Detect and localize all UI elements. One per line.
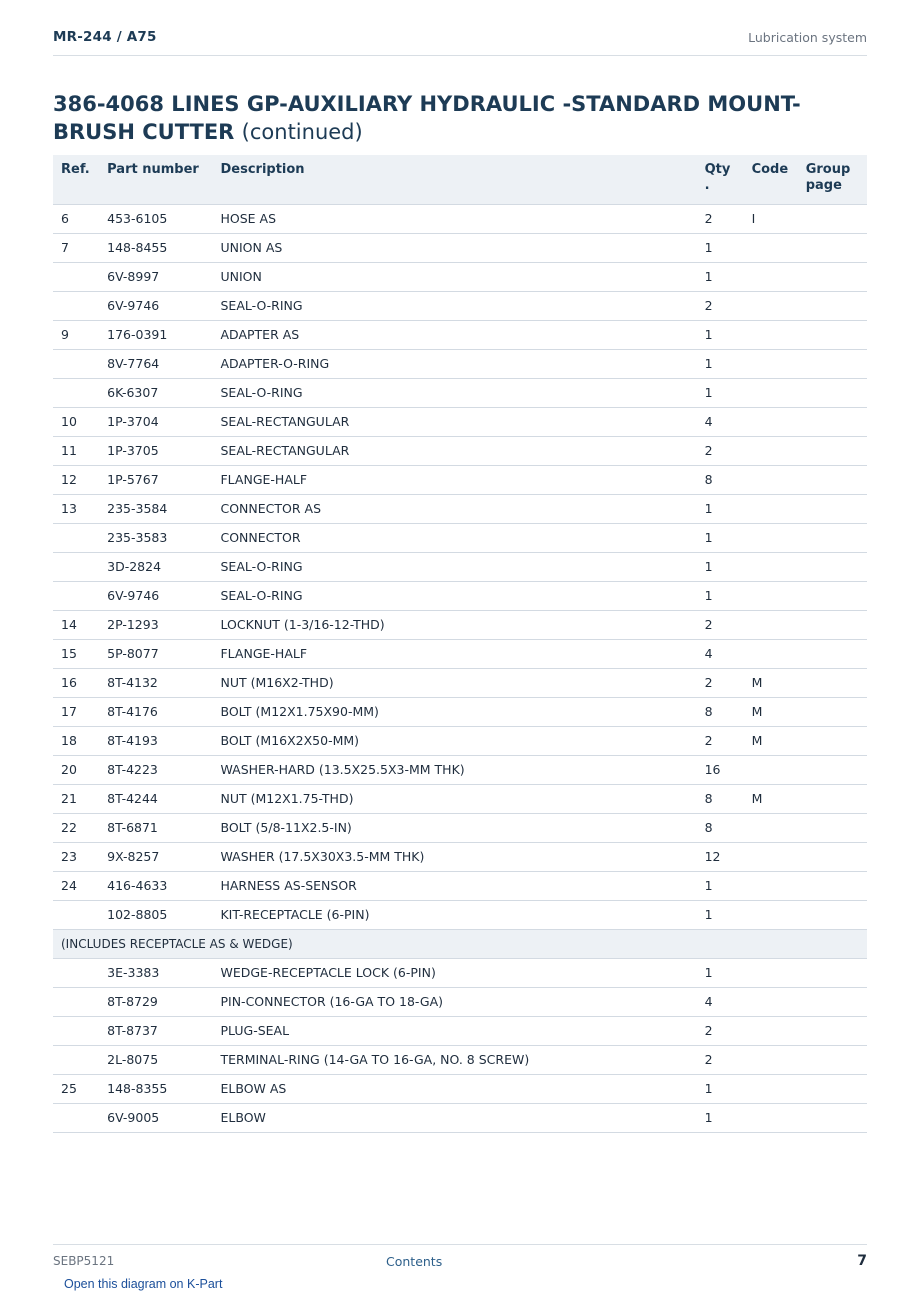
cell-code <box>752 987 806 1016</box>
cell-part-number: 6V-8997 <box>107 262 220 291</box>
cell-description: BOLT (M12X1.75X90-MM) <box>220 697 704 726</box>
cell-code <box>752 436 806 465</box>
header-part-number: Part number <box>107 155 220 204</box>
cell-qty: 2 <box>705 610 752 639</box>
cell-qty: 1 <box>705 349 752 378</box>
cell-qty: 1 <box>705 378 752 407</box>
cell-ref <box>53 349 107 378</box>
table-row <box>53 262 867 291</box>
cell-part-number: 8T-4176 <box>107 697 220 726</box>
cell-part-number: 1P-3705 <box>107 436 220 465</box>
cell-qty: 1 <box>705 523 752 552</box>
table-row <box>53 987 867 1016</box>
cell-code <box>752 233 806 262</box>
cell-description: SEAL-O-RING <box>220 581 704 610</box>
cell-group-page <box>806 784 867 813</box>
cell-description: HARNESS AS-SENSOR <box>220 871 704 900</box>
cell-description: SEAL-O-RING <box>220 291 704 320</box>
cell-group-page <box>806 1074 867 1103</box>
table-row <box>53 291 867 320</box>
table-row <box>53 581 867 610</box>
cell-part-number: 148-8355 <box>107 1074 220 1103</box>
cell-qty: 16 <box>705 755 752 784</box>
cell-group-page <box>806 726 867 755</box>
cell-description: BOLT (M16X2X50-MM) <box>220 726 704 755</box>
cell-code <box>752 900 806 929</box>
cell-description: WEDGE-RECEPTACLE LOCK (6-PIN) <box>220 958 704 987</box>
cell-description: CONNECTOR AS <box>220 494 704 523</box>
cell-description: ELBOW AS <box>220 1074 704 1103</box>
doc-id: SEBP5121 <box>53 1254 115 1268</box>
cell-description: HOSE AS <box>220 204 704 233</box>
cell-group-page <box>806 1016 867 1045</box>
cell-description: KIT-RECEPTACLE (6-PIN) <box>220 900 704 929</box>
cell-group-page <box>806 639 867 668</box>
table-row <box>53 320 867 349</box>
cell-description: FLANGE-HALF <box>220 639 704 668</box>
cell-code: M <box>752 668 806 697</box>
cell-ref: 18 <box>53 726 107 755</box>
cell-qty: 1 <box>705 1074 752 1103</box>
cell-qty: 4 <box>705 639 752 668</box>
cell-group-page <box>806 871 867 900</box>
parts-table <box>53 155 867 1133</box>
cell-ref: 11 <box>53 436 107 465</box>
cell-ref <box>53 1016 107 1045</box>
cell-group-page <box>806 1045 867 1074</box>
cell-qty: 2 <box>705 436 752 465</box>
table-row <box>53 465 867 494</box>
cell-ref <box>53 378 107 407</box>
cell-group-page <box>806 378 867 407</box>
cell-code: M <box>752 697 806 726</box>
cell-group-page <box>806 436 867 465</box>
cell-part-number: 148-8455 <box>107 233 220 262</box>
cell-code <box>752 1103 806 1132</box>
cell-ref: 12 <box>53 465 107 494</box>
cell-part-number: 6V-9746 <box>107 581 220 610</box>
cell-part-number: 8T-4244 <box>107 784 220 813</box>
cell-code <box>752 552 806 581</box>
cell-ref: 14 <box>53 610 107 639</box>
cell-code <box>752 494 806 523</box>
cell-code <box>752 407 806 436</box>
cell-code <box>752 262 806 291</box>
header-code: Code <box>752 155 806 204</box>
table-row <box>53 204 867 233</box>
cell-part-number: 5P-8077 <box>107 639 220 668</box>
cell-ref: 21 <box>53 784 107 813</box>
table-row <box>53 349 867 378</box>
title-main: 386-4068 LINES GP-AUXILIARY HYDRAULIC -STANDARD MOUNT-BRUSH CUTTER <box>53 92 801 144</box>
cell-description: FLANGE-HALF <box>220 465 704 494</box>
cell-group-page <box>806 668 867 697</box>
header-group-page: Group page <box>806 155 867 204</box>
cell-ref: 9 <box>53 320 107 349</box>
cell-code <box>752 523 806 552</box>
table-row <box>53 958 867 987</box>
cell-qty: 2 <box>705 726 752 755</box>
cell-part-number: 102-8805 <box>107 900 220 929</box>
table-header-row <box>53 155 867 204</box>
cell-qty: 1 <box>705 233 752 262</box>
cell-group-page <box>806 262 867 291</box>
cell-qty: 8 <box>705 697 752 726</box>
cell-qty: 4 <box>705 987 752 1016</box>
cell-group-page <box>806 900 867 929</box>
cell-ref <box>53 523 107 552</box>
cell-code <box>752 610 806 639</box>
cell-group-page <box>806 465 867 494</box>
cell-group-page <box>806 233 867 262</box>
cell-group-page <box>806 204 867 233</box>
cell-ref <box>53 552 107 581</box>
table-row <box>53 900 867 929</box>
cell-part-number: 8T-6871 <box>107 813 220 842</box>
parts-table-body <box>53 204 867 1132</box>
cell-qty: 1 <box>705 552 752 581</box>
cell-ref <box>53 291 107 320</box>
cell-qty: 1 <box>705 320 752 349</box>
cell-part-number: 6K-6307 <box>107 378 220 407</box>
header-qty: Qty . <box>705 155 752 204</box>
cell-qty: 2 <box>705 204 752 233</box>
table-row <box>53 436 867 465</box>
cell-qty: 8 <box>705 813 752 842</box>
table-row <box>53 842 867 871</box>
table-row <box>53 523 867 552</box>
cell-description: PLUG-SEAL <box>220 1016 704 1045</box>
cell-code <box>752 378 806 407</box>
cell-ref <box>53 987 107 1016</box>
cell-group-page <box>806 755 867 784</box>
cell-ref: 17 <box>53 697 107 726</box>
cell-group-page <box>806 494 867 523</box>
cell-part-number: 3D-2824 <box>107 552 220 581</box>
cell-qty: 1 <box>705 1103 752 1132</box>
cell-part-number: 453-6105 <box>107 204 220 233</box>
cell-group-page <box>806 987 867 1016</box>
cell-description: SEAL-O-RING <box>220 378 704 407</box>
cell-group-page <box>806 813 867 842</box>
cell-description: ADAPTER AS <box>220 320 704 349</box>
cell-qty: 8 <box>705 465 752 494</box>
cell-qty: 1 <box>705 900 752 929</box>
cell-description: WASHER-HARD (13.5X25.5X3-MM THK) <box>220 755 704 784</box>
table-row <box>53 668 867 697</box>
cell-ref: 24 <box>53 871 107 900</box>
cell-ref: 23 <box>53 842 107 871</box>
cell-ref <box>53 262 107 291</box>
cell-group-page <box>806 523 867 552</box>
table-row <box>53 1103 867 1132</box>
page-number: 7 <box>857 1253 867 1269</box>
title-suffix: (continued) <box>241 120 363 144</box>
table-row <box>53 871 867 900</box>
cell-description: PIN-CONNECTOR (16-GA TO 18-GA) <box>220 987 704 1016</box>
table-row <box>53 552 867 581</box>
cell-ref: 25 <box>53 1074 107 1103</box>
cell-code <box>752 320 806 349</box>
cell-code <box>752 639 806 668</box>
cell-qty: 1 <box>705 581 752 610</box>
cell-part-number: 1P-3704 <box>107 407 220 436</box>
cell-description: BOLT (5/8-11X2.5-IN) <box>220 813 704 842</box>
cell-group-page <box>806 320 867 349</box>
cell-code <box>752 1045 806 1074</box>
model-label: MR-244 / A75 <box>53 29 157 45</box>
cell-code: I <box>752 204 806 233</box>
cell-code <box>752 755 806 784</box>
cell-code <box>752 291 806 320</box>
cell-code <box>752 1016 806 1045</box>
cell-group-page <box>806 407 867 436</box>
table-row <box>53 1074 867 1103</box>
cell-group-page <box>806 581 867 610</box>
cell-qty: 1 <box>705 871 752 900</box>
cell-ref: 7 <box>53 233 107 262</box>
cell-ref <box>53 581 107 610</box>
cell-group-page <box>806 842 867 871</box>
cell-code <box>752 813 806 842</box>
contents-link[interactable]: Contents <box>386 1254 443 1269</box>
cell-qty: 1 <box>705 494 752 523</box>
cell-ref: 6 <box>53 204 107 233</box>
cell-description: NUT (M12X1.75-THD) <box>220 784 704 813</box>
cell-part-number: 2P-1293 <box>107 610 220 639</box>
page-footer <box>53 1244 867 1301</box>
cell-ref: 10 <box>53 407 107 436</box>
cell-ref <box>53 1045 107 1074</box>
table-note-row <box>53 929 867 958</box>
table-row <box>53 784 867 813</box>
cell-code: M <box>752 784 806 813</box>
table-row <box>53 639 867 668</box>
cell-part-number: 6V-9005 <box>107 1103 220 1132</box>
cell-description: NUT (M16X2-THD) <box>220 668 704 697</box>
cell-group-page <box>806 610 867 639</box>
cell-code <box>752 871 806 900</box>
cell-part-number: 8T-8729 <box>107 987 220 1016</box>
cell-description: LOCKNUT (1-3/16-12-THD) <box>220 610 704 639</box>
cell-part-number: 2L-8075 <box>107 1045 220 1074</box>
cell-part-number: 8V-7764 <box>107 349 220 378</box>
cell-group-page <box>806 1103 867 1132</box>
cell-ref: 15 <box>53 639 107 668</box>
cell-qty: 1 <box>705 958 752 987</box>
cell-qty: 2 <box>705 291 752 320</box>
cell-code <box>752 465 806 494</box>
table-row <box>53 494 867 523</box>
cell-description: SEAL-RECTANGULAR <box>220 436 704 465</box>
table-row <box>53 813 867 842</box>
cell-code <box>752 842 806 871</box>
cell-group-page <box>806 349 867 378</box>
cell-part-number: 9X-8257 <box>107 842 220 871</box>
cell-part-number: 235-3584 <box>107 494 220 523</box>
cell-code <box>752 958 806 987</box>
cell-group-page <box>806 697 867 726</box>
cell-qty: 2 <box>705 1045 752 1074</box>
page-header <box>53 28 867 56</box>
table-row <box>53 1045 867 1074</box>
header-description: Description <box>220 155 704 204</box>
table-row <box>53 407 867 436</box>
cell-ref <box>53 1103 107 1132</box>
cell-ref: 16 <box>53 668 107 697</box>
table-row <box>53 726 867 755</box>
cell-part-number: 416-4633 <box>107 871 220 900</box>
kpart-link[interactable]: Open this diagram on K-Part <box>64 1277 223 1291</box>
table-row <box>53 1016 867 1045</box>
cell-group-page <box>806 552 867 581</box>
cell-part-number: 176-0391 <box>107 320 220 349</box>
cell-description: SEAL-O-RING <box>220 552 704 581</box>
table-row <box>53 697 867 726</box>
table-row <box>53 610 867 639</box>
cell-description: TERMINAL-RING (14-GA TO 16-GA, NO. 8 SCREW) <box>220 1045 704 1074</box>
cell-description: UNION AS <box>220 233 704 262</box>
cell-code: M <box>752 726 806 755</box>
cell-description: WASHER (17.5X30X3.5-MM THK) <box>220 842 704 871</box>
cell-code <box>752 1074 806 1103</box>
cell-description: ELBOW <box>220 1103 704 1132</box>
cell-ref <box>53 958 107 987</box>
cell-part-number: 1P-5767 <box>107 465 220 494</box>
cell-group-page <box>806 958 867 987</box>
page-title <box>53 90 867 146</box>
cell-code <box>752 349 806 378</box>
section-label: Lubrication system <box>748 30 867 45</box>
cell-qty: 4 <box>705 407 752 436</box>
cell-ref: 22 <box>53 813 107 842</box>
cell-qty: 2 <box>705 1016 752 1045</box>
cell-description: CONNECTOR <box>220 523 704 552</box>
cell-description: UNION <box>220 262 704 291</box>
cell-note: (INCLUDES RECEPTACLE AS & WEDGE) <box>53 929 867 958</box>
cell-group-page <box>806 291 867 320</box>
cell-part-number: 8T-4193 <box>107 726 220 755</box>
cell-part-number: 8T-4223 <box>107 755 220 784</box>
cell-ref: 13 <box>53 494 107 523</box>
cell-qty: 2 <box>705 668 752 697</box>
cell-part-number: 8T-8737 <box>107 1016 220 1045</box>
cell-description: ADAPTER-O-RING <box>220 349 704 378</box>
cell-qty: 8 <box>705 784 752 813</box>
cell-code <box>752 581 806 610</box>
cell-part-number: 235-3583 <box>107 523 220 552</box>
cell-part-number: 8T-4132 <box>107 668 220 697</box>
table-row <box>53 378 867 407</box>
table-row <box>53 233 867 262</box>
cell-qty: 1 <box>705 262 752 291</box>
cell-ref <box>53 900 107 929</box>
cell-ref: 20 <box>53 755 107 784</box>
header-ref: Ref. <box>53 155 107 204</box>
cell-description: SEAL-RECTANGULAR <box>220 407 704 436</box>
cell-part-number: 3E-3383 <box>107 958 220 987</box>
cell-part-number: 6V-9746 <box>107 291 220 320</box>
cell-qty: 12 <box>705 842 752 871</box>
table-row <box>53 755 867 784</box>
